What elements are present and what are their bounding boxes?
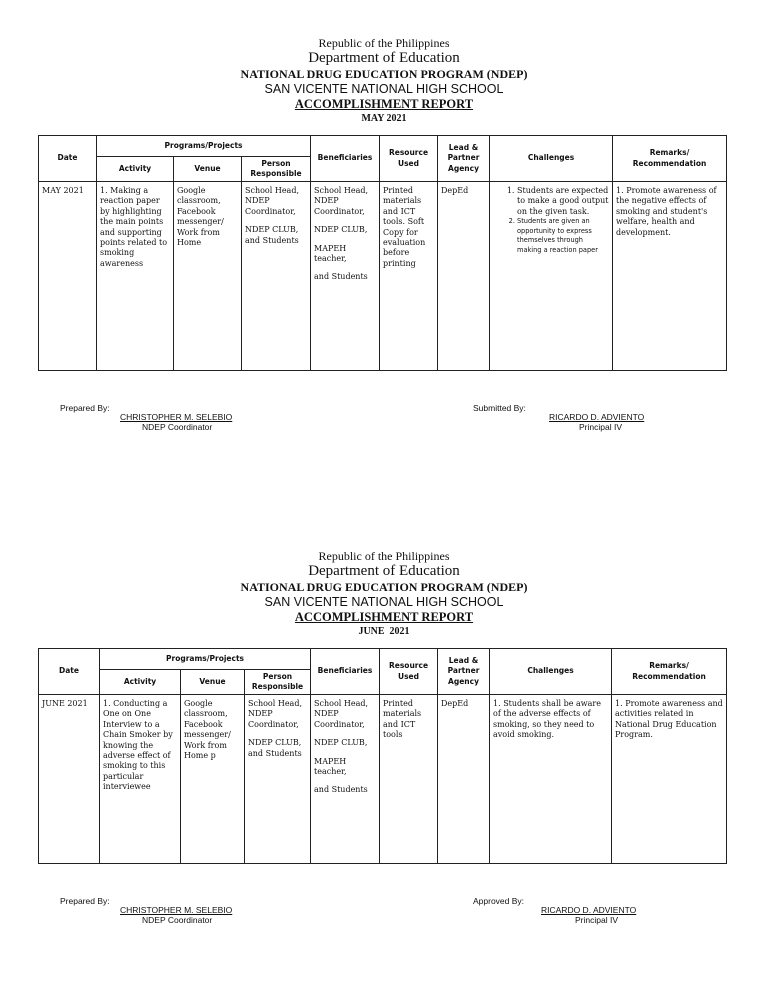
beneficiaries-line: and Students <box>314 272 368 282</box>
person-line: NDEP CLUB, and Students <box>248 738 302 758</box>
approved-title: Principal IV <box>575 915 618 925</box>
program-line: NATIONAL DRUG EDUCATION PROGRAM (NDEP) <box>240 580 528 594</box>
report-period: MAY 2021 <box>361 113 407 124</box>
table-row <box>39 695 727 864</box>
cell-venue: Google classroom, Facebook messenger/ Work from Home p <box>181 695 245 864</box>
republic-line: Republic of the Philippines <box>318 36 450 50</box>
header-person: Person Responsible <box>242 157 311 182</box>
header-date: Date <box>39 649 100 695</box>
header-remarks: Remarks/ Recommendation <box>613 136 727 182</box>
person-line: NDEP CLUB, and Students <box>245 225 299 245</box>
cell-venue: Google classroom, Facebook messenger/ Work from Home <box>174 182 242 371</box>
person-line: School Head, NDEP Coordinator, <box>245 186 299 216</box>
header-date: Date <box>39 136 97 182</box>
department-line: Department of Education <box>308 50 460 66</box>
person-line: School Head, NDEP Coordinator, <box>248 699 302 729</box>
cell-date: JUNE 2021 <box>39 695 100 864</box>
accomplishment-table <box>38 648 727 864</box>
submitted-label: Submitted By: <box>473 403 526 413</box>
department-line: Department of Education <box>308 563 460 579</box>
challenge-item: 2. Students are given an opportunity to express themselves through making a reaction paper <box>517 217 609 255</box>
header-venue: Venue <box>181 670 245 695</box>
header-venue: Venue <box>174 157 242 182</box>
cell-lead: DepEd <box>438 182 490 371</box>
prepared-name: CHRISTOPHER M. SELEBIO <box>120 905 233 915</box>
cell-resource: Printed materials and ICT tools <box>380 695 438 864</box>
header-resource: Resource Used <box>380 649 438 695</box>
cell-challenges: 1. Students shall be aware of the adverse effects of smoking, so they need to avoid smoking. <box>490 695 612 864</box>
header-programs: Programs/Projects <box>97 136 311 157</box>
cell-person <box>245 695 311 864</box>
prepared-label: Prepared By: <box>60 896 110 906</box>
header-challenges: Challenges <box>490 136 613 182</box>
header-activity: Activity <box>97 157 174 182</box>
cell-person <box>242 182 311 371</box>
prepared-name: CHRISTOPHER M. SELEBIO <box>120 412 233 422</box>
header-lead: Lead & Partner Agency <box>438 649 490 695</box>
beneficiaries-line: NDEP CLUB, <box>314 738 368 748</box>
beneficiaries-line: School Head, NDEP Coordinator, <box>314 699 369 729</box>
cell-lead: DepEd <box>438 695 490 864</box>
submitted-name: RICARDO D. ADVIENTO <box>549 412 645 422</box>
cell-challenges <box>490 182 613 371</box>
cell-activity: 1. Conducting a One on One Interview to a Chain Smoker by knowing the adverse effect of smoking to this particular interviewee <box>100 695 181 864</box>
beneficiaries-line: and Students <box>314 785 368 795</box>
prepared-label: Prepared By: <box>60 403 110 413</box>
beneficiaries-line: School Head, NDEP Coordinator, <box>314 186 369 216</box>
cell-beneficiaries <box>311 182 380 371</box>
beneficiaries-line: MAPEH teacher, <box>314 756 347 776</box>
header-lead: Lead & Partner Agency <box>438 136 490 182</box>
header-resource: Resource Used <box>380 136 438 182</box>
header-person: Person Responsible <box>245 670 311 695</box>
table-row <box>39 182 727 371</box>
header-challenges: Challenges <box>490 649 612 695</box>
report-title: ACCOMPLISHMENT REPORT <box>294 97 474 111</box>
approved-name: RICARDO D. ADVIENTO <box>541 905 637 915</box>
accomplishment-table <box>38 135 727 371</box>
beneficiaries-line: NDEP CLUB, <box>314 225 368 235</box>
school-line: SAN VICENTE NATIONAL HIGH SCHOOL <box>264 595 504 609</box>
beneficiaries-line: MAPEH teacher, <box>314 243 347 263</box>
republic-line: Republic of the Philippines <box>318 549 450 563</box>
prepared-title: NDEP Coordinator <box>142 422 213 432</box>
cell-remarks: 1. Promote awareness and activities related in National Drug Education Program. <box>612 695 727 864</box>
header-beneficiaries: Beneficiaries <box>311 136 380 182</box>
header-activity: Activity <box>100 670 181 695</box>
approved-label: Approved By: <box>473 896 525 906</box>
header-remarks: Remarks/ Recommendation <box>612 649 727 695</box>
report-title: ACCOMPLISHMENT REPORT <box>294 610 474 624</box>
prepared-title: NDEP Coordinator <box>142 915 213 925</box>
cell-remarks: 1. Promote awareness of the negative effects of smoking and student's welfare, health and development. <box>613 182 727 371</box>
header-beneficiaries: Beneficiaries <box>311 649 380 695</box>
challenge-item: 1. Students are expected to make a good output on the given task. <box>517 186 609 217</box>
report-period: JUNE 2021 <box>358 626 410 637</box>
cell-beneficiaries <box>311 695 380 864</box>
cell-date: MAY 2021 <box>39 182 97 371</box>
submitted-title: Principal IV <box>579 422 622 432</box>
program-line: NATIONAL DRUG EDUCATION PROGRAM (NDEP) <box>240 67 528 81</box>
header-programs: Programs/Projects <box>100 649 311 670</box>
cell-activity: 1. Making a reaction paper by highlighting the main points and supporting points related to smoking awareness <box>97 182 174 371</box>
school-line: SAN VICENTE NATIONAL HIGH SCHOOL <box>264 82 504 96</box>
cell-resource: Printed materials and ICT tools. Soft Copy for evaluation before printing <box>380 182 438 371</box>
